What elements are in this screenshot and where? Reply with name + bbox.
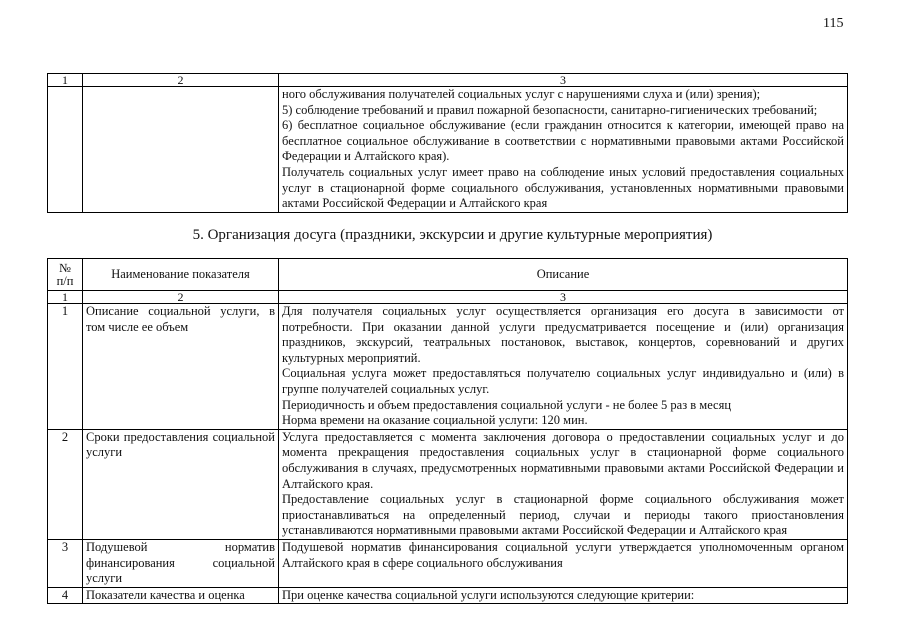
continuation-table [47, 73, 848, 213]
paragraph: 6) бесплатное социальное обслуживание (если гражданин относится к категории, имеющей право на бесплатное социальное обслуживание в соответствии с нормативными правовыми актами Российской Федерации и Алтайского края). [282, 118, 844, 164]
column-number: 1 [48, 74, 83, 87]
row-number: 3 [48, 539, 83, 587]
paragraph: При оценке качества социальной услуги используются следующие критерии: [282, 587, 695, 602]
row-number: 4 [48, 587, 83, 604]
empty-cell [48, 87, 83, 213]
description-cell [279, 587, 848, 604]
service-table [47, 258, 848, 604]
table-row [48, 587, 848, 604]
description-cell [279, 304, 848, 430]
paragraph: Периодичность и объем предоставления социальной услуги - не более 5 раз в месяц [282, 397, 732, 412]
paragraph: Предоставление социальных услуг в стационарной форме социального обслуживания может приостанавливаться на определенный период, случаи и периоды такого приостановления устанавливаются нормативными правовыми актами Российской Федерации и Алтайского края [282, 492, 844, 538]
column-numbers-row [48, 291, 848, 304]
description-cell [279, 539, 848, 587]
indicator-name: Описание социальной услуги, в том числе ее объем [83, 304, 279, 430]
indicator-name: Показатели качества и оценка [83, 587, 279, 604]
header-num-label: № п/п [56, 260, 74, 288]
paragraph: Социальная услуга может предоставляться получателю социальных услуг индивидуально и (или) в группе получателей социальных услуг. [282, 366, 844, 396]
description-cell [279, 429, 848, 539]
header-row [48, 259, 848, 291]
column-numbers-row [48, 74, 848, 87]
column-number: 3 [279, 291, 848, 304]
page-number: 115 [823, 16, 844, 31]
paragraph: Для получателя социальных услуг осуществляется организация его досуга в зависимости от потребности. При оказании данной услуги предусматривается посещение и (или) организация праздников, экскурсий, театральных постановок, выставок, концертов, соревнований и других культурных мероприятий. [282, 304, 844, 365]
table-row [48, 304, 848, 430]
row-number: 2 [48, 429, 83, 539]
column-number: 1 [48, 291, 83, 304]
column-number: 2 [83, 291, 279, 304]
paragraph: ного обслуживания получателей социальных услуг с нарушениями слуха и (или) зрения); [282, 87, 761, 101]
indicator-name: Сроки предоставления социальной услуги [83, 429, 279, 539]
empty-cell [83, 87, 279, 213]
paragraph: Получатель социальных услуг имеет право на соблюдение иных условий предоставления социальных услуг в стационарной форме социального обслуживания, установленных нормативными правовыми актами Российской Федерации и Алтайского края [282, 164, 844, 211]
header-name: Наименование показателя [83, 259, 279, 291]
table-row [48, 87, 848, 213]
table-row [48, 429, 848, 539]
column-number: 2 [83, 74, 279, 87]
row-number: 1 [48, 304, 83, 430]
section-title: 5. Организация досуга (праздники, экскурсии и другие культурные мероприятия) [192, 227, 713, 243]
paragraph: 5) соблюдение требований и правил пожарной безопасности, санитарно-гигиенических требований; [282, 102, 818, 117]
header-num [48, 259, 83, 291]
indicator-name: Подушевой норматив финансирования социальной услуги [83, 539, 279, 587]
paragraph: Услуга предоставляется с момента заключения договора о предоставлении социальных услуг и до момента прекращения предоставления социальных услуг в стационарной форме социального обслуживания в случаях, предусмотренных нормативными правовыми актами Российской Федерации и Алтайского края. [282, 429, 844, 491]
table-row [48, 539, 848, 587]
header-description: Описание [279, 259, 848, 291]
description-cell [279, 87, 848, 213]
paragraph: Подушевой норматив финансирования социальной услуги утверждается уполномоченным органом Алтайского края в сфере социального обслуживания [282, 539, 844, 570]
paragraph: Норма времени на оказание социальной услуги: 120 мин. [282, 413, 588, 428]
column-number: 3 [279, 74, 848, 87]
